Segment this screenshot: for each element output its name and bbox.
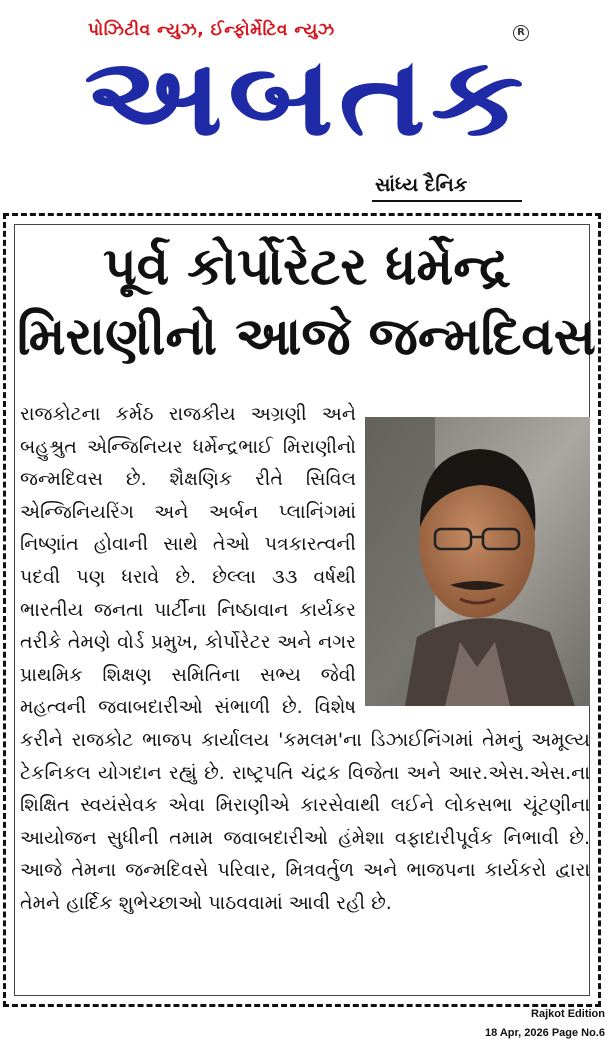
- headline-line-2: મિરાણીનો આજે જન્મદિવસ: [17, 307, 596, 367]
- registered-trademark-icon: R: [513, 25, 529, 41]
- subtitle-underline: [372, 200, 522, 202]
- edition-date-page: 18 Apr, 2026 Page No.6: [484, 1027, 605, 1039]
- newspaper-logo: અબતક: [84, 35, 529, 160]
- masthead-tagline: પોઝિટીવ ન્યુઝ, ઈન્ફોર્મેટિવ ન્યુઝ: [88, 20, 335, 40]
- photo-text-wrap-space: [362, 398, 590, 714]
- masthead-subtitle: સાંધ્ય દૈનિક: [375, 174, 468, 196]
- article-body: [20, 398, 590, 920]
- headline-line-1: પૂર્વ કોર્પોરેટર ધર્મેન્દ્ર: [102, 237, 511, 297]
- article-body-text: રાજકોટના કર્મઠ રાજકીય અગ્રણી અને બહુશ્રુત એન્જિનિયર ધર્મેન્દ્રભાઈ મિરાણીનો જન્મદિવસ છે. શૈક્ષણિક રીતે સિવિલ એન્જિનિયરિંગ અને અર્બન પ્લાનિંગમાં નિષ્ણાંત હોવાની સાથે તેઓ પત્રકારત્વની પદવી પણ ધરાવે છે. છેલ્લા ૩૩ વર્ષથી ભારતીય જનતા પાર્ટીના નિષ્ઠાવાન કાર્યકર તરીકે તેમણે વોર્ડ પ્રમુખ, કોર્પોરેટર અને નગર પ્રાથમિક શિક્ષણ સમિતિના સભ્ય જેવી મહત્વની જવાબદારીઓ સંભાળી છે. વિશેષ કરીને રાજકોટ ભાજપ કાર્યાલય 'કમલમ'ના ડિઝાઈનિંગમાં તેમનું અમૂલ્ય ટેકનિકલ યોગદાન રહ્યું છે. રાષ્ટ્રપતિ ચંદ્રક વિજેતા અને આર.એસ.એસ.ના શિક્ષિત સ્વયંસેવક એવા મિરાણીએ કારસેવાથી લઈને લોકસભા ચૂંટણીના આયોજન સુધીની તમામ જવાબદારીઓ હંમેશા વફાદારીપૂર્વક નિભાવી છે. આજે તેમના જન્મદિવસે પરિવાર, મિત્રવર્તુળ અને ભાજપના કાર્યકરો દ્વારા તેમને હાર્દિક શુભેચ્છાઓ પાઠવવામાં આવી રહી છે.: [20, 403, 590, 914]
- masthead: [0, 0, 613, 210]
- edition-label: Rajkot Edition: [531, 1008, 605, 1020]
- article-headline: [14, 232, 599, 372]
